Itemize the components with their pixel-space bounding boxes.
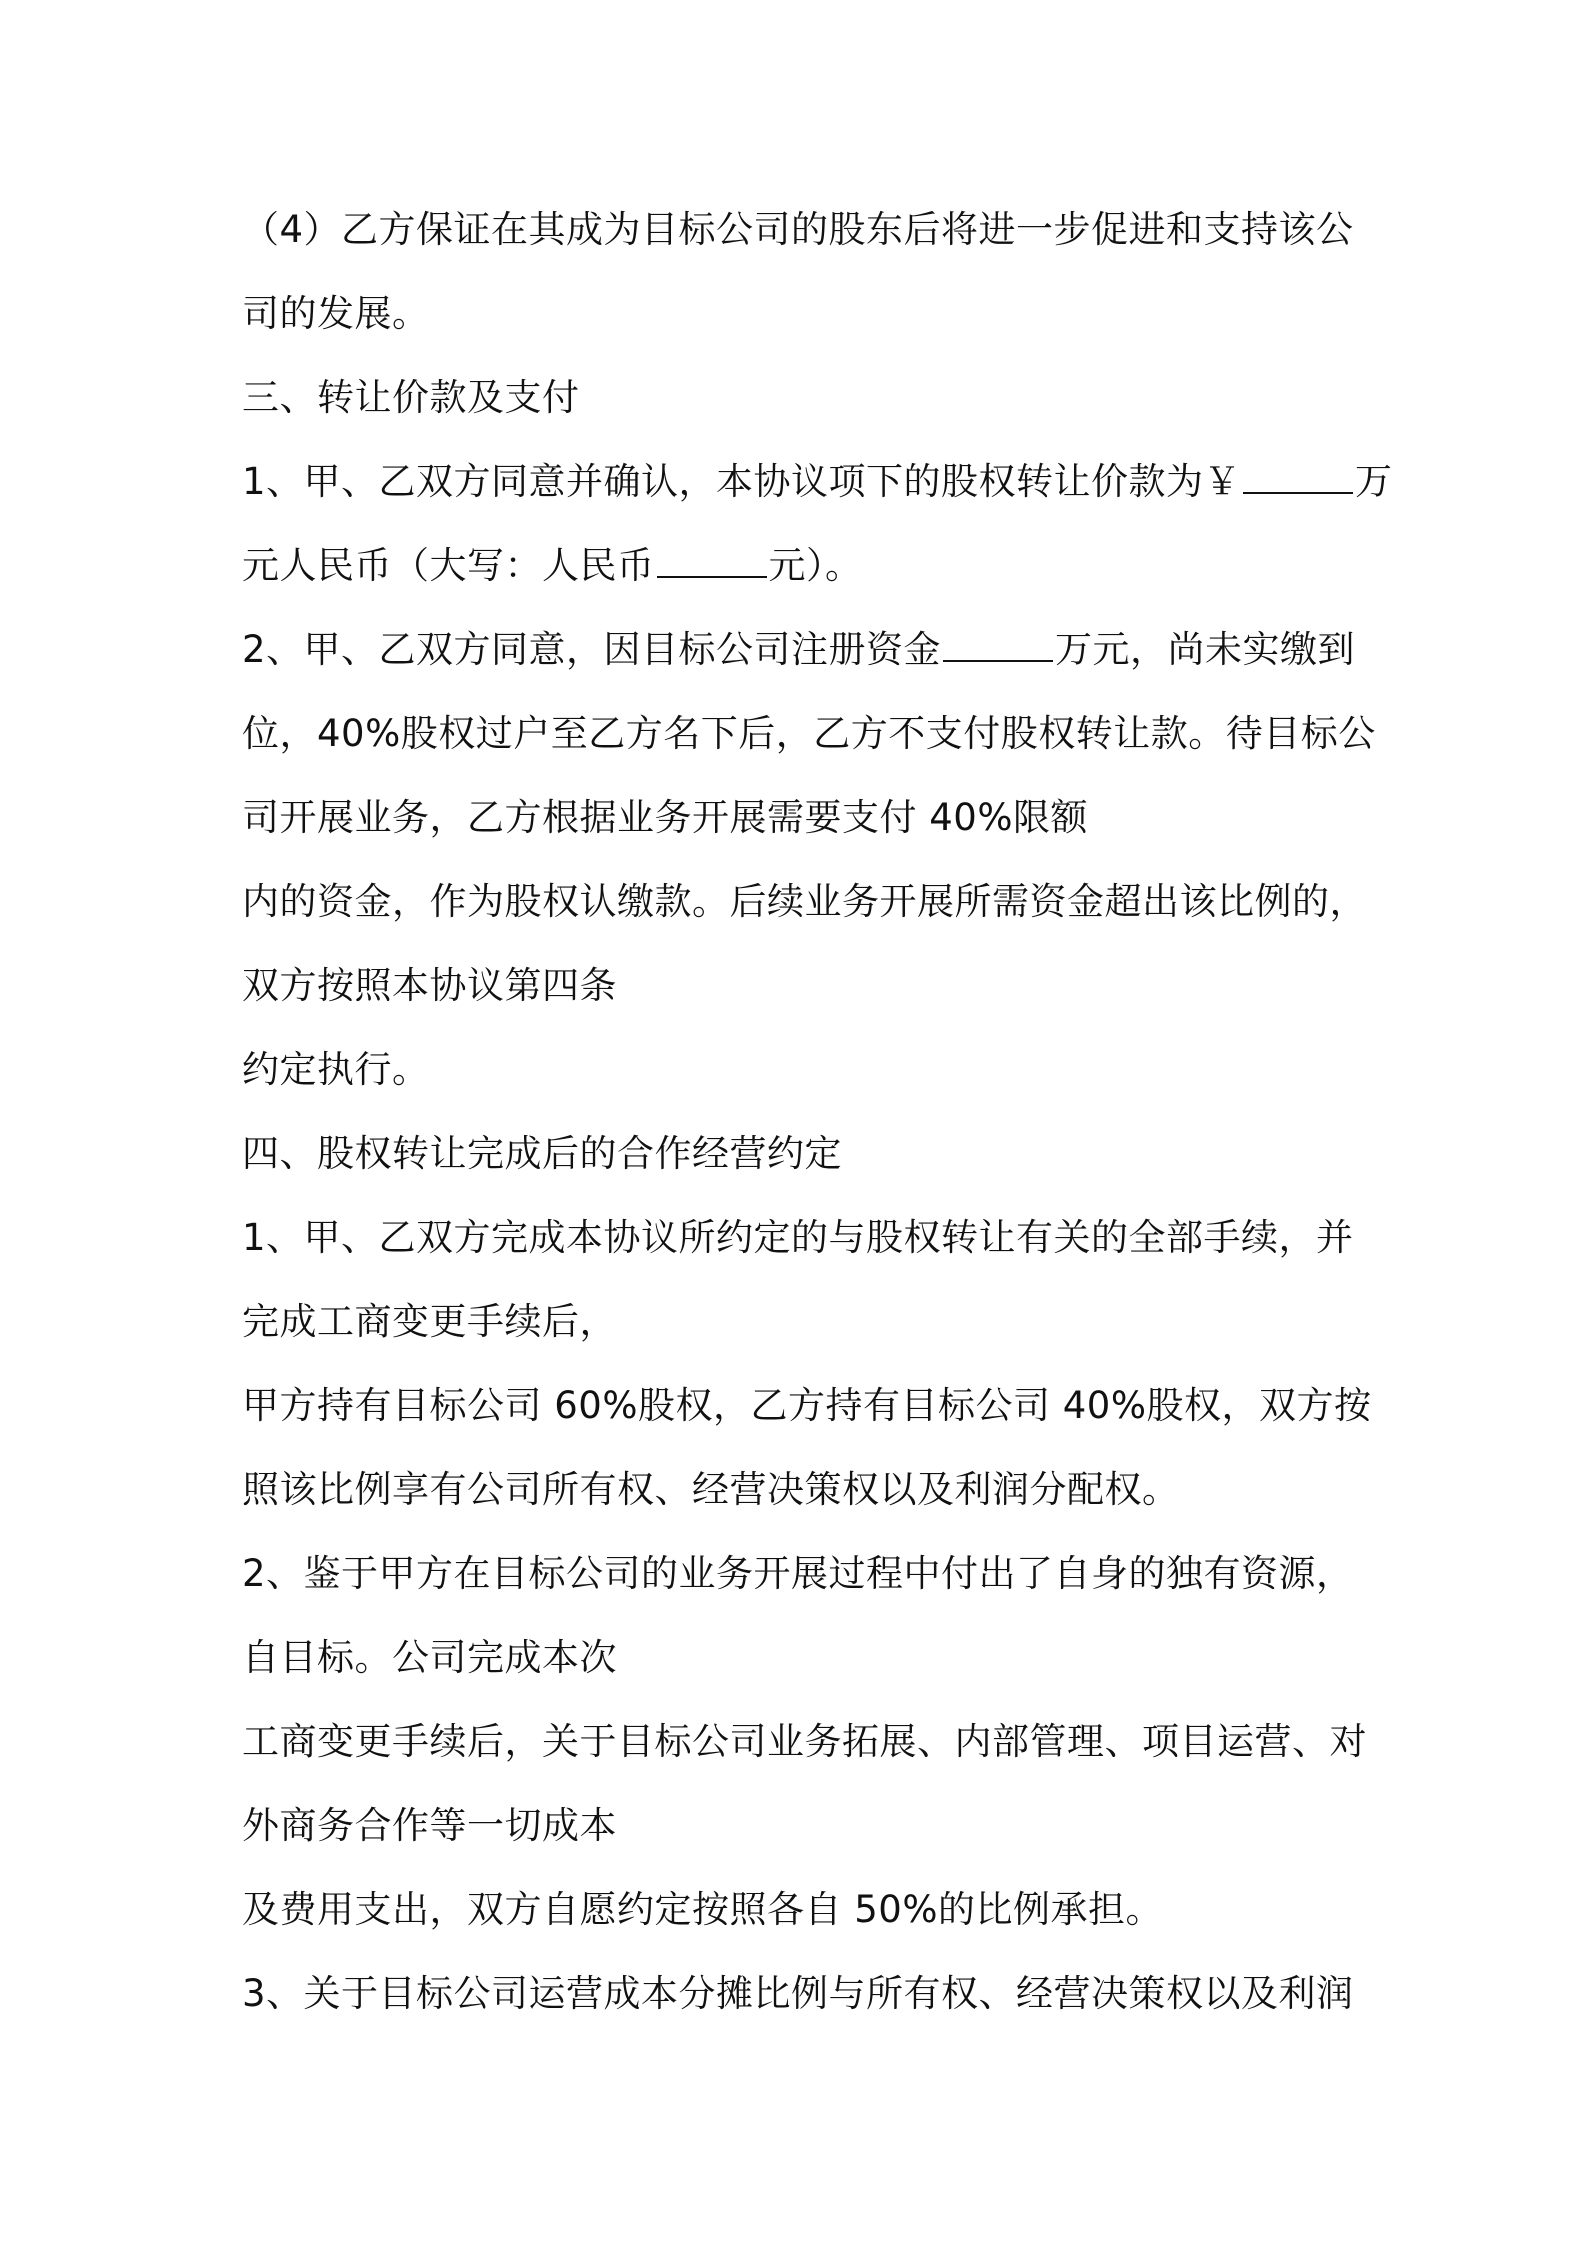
clause-4-2-line-5 [242, 1880, 1163, 1940]
clause-4-2-line-2 [242, 1628, 617, 1688]
clause-3-2-line-2 [242, 704, 1376, 764]
text-line: 工商变更手续后，关于目标公司业务拓展、内部管理、项目运营、对 [242, 1720, 1367, 1763]
clause-4-1-line-3 [242, 1376, 1372, 1436]
text-line: （4）乙方保证在其成为目标公司的股东后将进一步促进和支持该公 [242, 208, 1354, 251]
registered-capital-blank[interactable] [943, 626, 1053, 662]
text-line: 2、甲、乙双方同意，因目标公司注册资金 [242, 628, 942, 671]
price-blank[interactable] [1243, 458, 1353, 494]
clause-4-3-line-1 [242, 1964, 1354, 2024]
clause-3-2-line-4 [242, 872, 1367, 932]
clause-3-2-line-6 [242, 1040, 430, 1100]
section-title: 三、转让价款及支付 [242, 376, 580, 419]
text-line: 双方按照本协议第四条 [242, 964, 617, 1007]
text-line: 1、甲、乙双方同意并确认，本协议项下的股权转让价款为￥ [242, 460, 1242, 503]
clause-4-2-line-1 [242, 1544, 1354, 1604]
clause-4-1-line-4 [242, 1460, 1180, 1520]
text-line: 2、鉴于甲方在目标公司的业务开展过程中付出了自身的独有资源， [242, 1552, 1354, 1595]
clause-2-4-line-2 [242, 284, 430, 344]
text-line: 及费用支出，双方自愿约定按照各自 50%的比例承担。 [242, 1888, 1163, 1931]
text-line: 完成工商变更手续后， [242, 1300, 617, 1343]
clause-2-4-line-1 [242, 200, 1354, 260]
text-line: 万元，尚未实缴到 [1055, 628, 1356, 671]
section-title: 四、股权转让完成后的合作经营约定 [242, 1132, 842, 1175]
text-line: 万 [1355, 460, 1393, 503]
clause-4-1-line-2 [242, 1292, 617, 1352]
clause-4-2-line-3 [242, 1712, 1367, 1772]
clause-4-2-line-4 [242, 1796, 617, 1856]
price-uppercase-blank[interactable] [657, 542, 767, 578]
section-3-heading [242, 368, 580, 428]
text-line: 自目标。公司完成本次 [242, 1636, 617, 1679]
text-line: 甲方持有目标公司 60%股权，乙方持有目标公司 40%股权，双方按 [242, 1384, 1372, 1427]
text-line: 1、甲、乙双方完成本协议所约定的与股权转让有关的全部手续，并 [242, 1216, 1354, 1259]
clause-3-2-line-5 [242, 956, 617, 1016]
text-line: 约定执行。 [242, 1048, 430, 1091]
clause-3-2-line-1 [242, 620, 1355, 680]
text-line: 司开展业务，乙方根据业务开展需要支付 40%限额 [242, 796, 1088, 839]
clause-4-1-line-1 [242, 1208, 1354, 1268]
clause-3-1-line-2 [242, 536, 863, 596]
clause-3-2-line-3 [242, 788, 1088, 848]
text-line: 元人民币（大写：人民币 [242, 544, 655, 587]
text-line: 内的资金，作为股权认缴款。后续业务开展所需资金超出该比例的， [242, 880, 1367, 923]
text-line: 照该比例享有公司所有权、经营决策权以及利润分配权。 [242, 1468, 1180, 1511]
text-line: 司的发展。 [242, 292, 430, 335]
text-line: 外商务合作等一切成本 [242, 1804, 617, 1847]
text-line: 3、关于目标公司运营成本分摊比例与所有权、经营决策权以及利润 [242, 1972, 1354, 2015]
clause-3-1-line-1 [242, 452, 1393, 512]
text-line: 位，40%股权过户至乙方名下后，乙方不支付股权转让款。待目标公 [242, 712, 1376, 755]
section-4-heading [242, 1124, 842, 1184]
text-line: 元）。 [768, 544, 863, 587]
